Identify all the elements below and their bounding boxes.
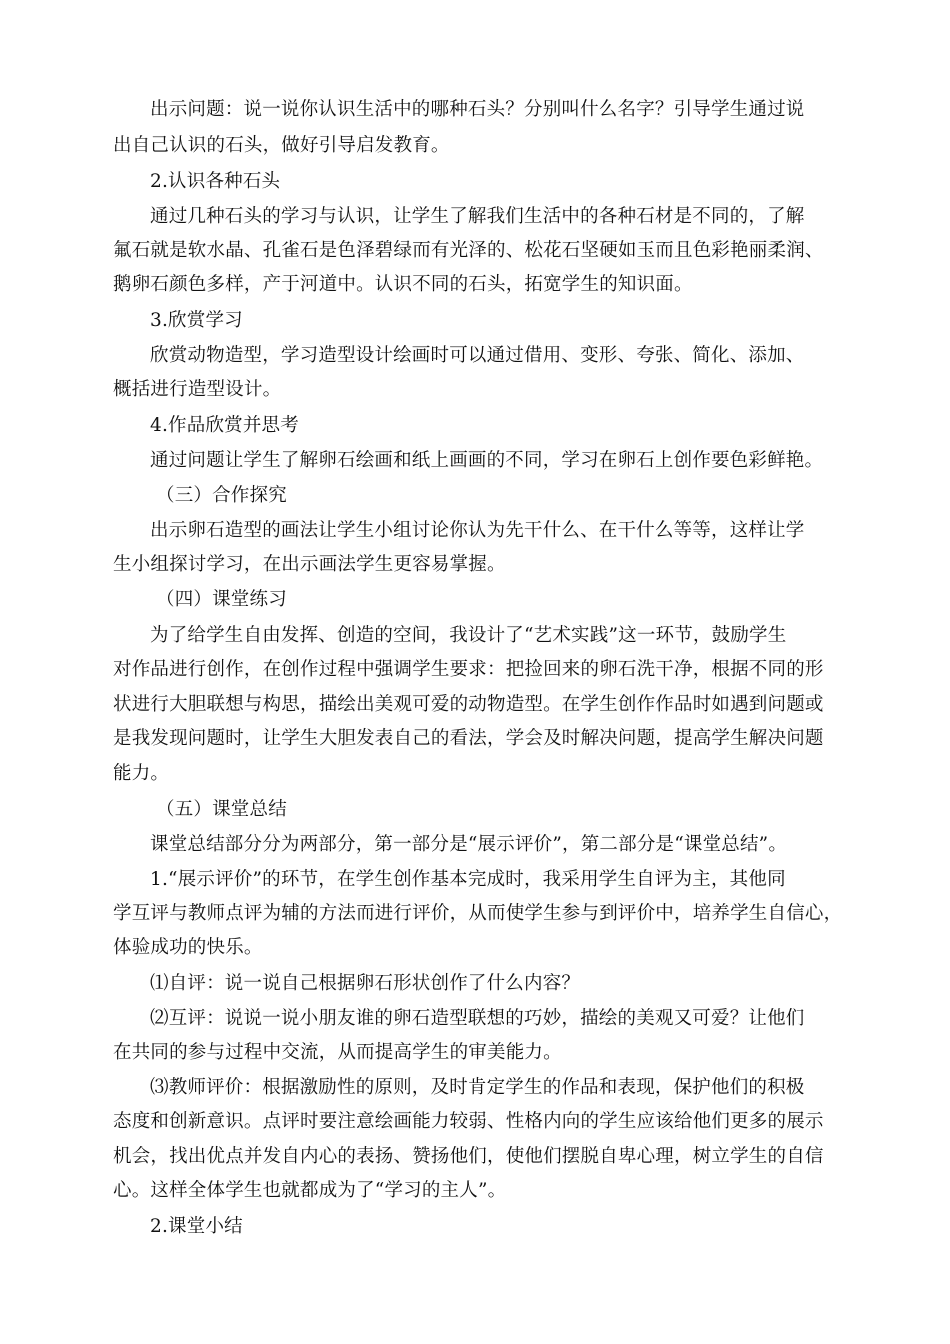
- paragraph-line: ⑴自评：说一说自己根据卵石形状创作了什么内容？: [150, 973, 581, 994]
- paragraph-line: ⑵互评：说说一说小朋友谁的卵石造型联想的巧妙，描绘的美观又可爱？让他们: [150, 1008, 805, 1029]
- paragraph-line: 状进行大胆联想与构思，描绘出美观可爱的动物造型。在学生创作作品时如遇到问题或: [113, 694, 824, 715]
- paragraph-line: 对作品进行创作，在创作过程中强调学生要求：把捡回来的卵石洗干净，根据不同的形: [113, 659, 824, 680]
- paragraph-line: ⑶教师评价：根据激励性的原则，及时肯定学生的作品和表现，保护他们的积极: [150, 1077, 805, 1098]
- paragraph-line: 通过问题让学生了解卵石绘画和纸上画画的不同，学习在卵石上创作要色彩鲜艳。: [150, 450, 824, 471]
- section-heading: 2.认识各种石头: [150, 171, 281, 192]
- section-heading: （三）合作探究: [156, 485, 287, 506]
- section-heading: 3.欣赏学习: [150, 310, 243, 331]
- paragraph-line: 出自己认识的石头，做好引导启发教育。: [113, 135, 450, 156]
- section-heading: （五）课堂总结: [156, 799, 287, 820]
- paragraph-line: 学互评与教师点评为辅的方法而进行评价，从而使学生参与到评价中，培养学生自信心，: [113, 903, 843, 924]
- section-heading: 4.作品欣赏并思考: [150, 415, 299, 436]
- paragraph-line: 通过几种石头的学习与认识，让学生了解我们生活中的各种石材是不同的，了解: [150, 206, 805, 227]
- paragraph-line: 心。这样全体学生也就都成为了“学习的主人”。: [113, 1180, 507, 1201]
- paragraph-line: 1.“展示评价”的环节，在学生创作基本完成时，我采用学生自评为主，其他同: [150, 869, 786, 890]
- paragraph-line: 机会，找出优点并发自内心的表扬、赞扬他们，使他们摆脱自卑心理，树立学生的自信: [113, 1146, 824, 1167]
- paragraph-line: 为了给学生自由发挥、创造的空间，我设计了“艺术实践”这一环节，鼓励学生: [150, 625, 787, 646]
- paragraph-line: 在共同的参与过程中交流，从而提高学生的审美能力。: [113, 1042, 562, 1063]
- paragraph-line: 出示卵石造型的画法让学生小组讨论你认为先干什么、在干什么等等，这样让学: [150, 520, 805, 541]
- paragraph-line: 能力。: [113, 763, 170, 784]
- paragraph-line: 欣赏动物造型，学习造型设计绘画时可以通过借用、变形、夸张、简化、添加、: [150, 345, 805, 366]
- paragraph-line: 鹅卵石颜色多样，产于河道中。认识不同的石头，拓宽学生的知识面。: [113, 274, 693, 295]
- paragraph-line: 生小组探讨学习，在出示画法学生更容易掌握。: [113, 554, 506, 575]
- paragraph-line: 是我发现问题时，让学生大胆发表自己的看法，学会及时解决问题，提高学生解决问题: [113, 728, 824, 749]
- paragraph-line: 出示问题：说一说你认识生活中的哪种石头？分别叫什么名字？引导学生通过说: [150, 99, 805, 120]
- paragraph-line: 氟石就是软水晶、孔雀石是色泽碧绿而有光泽的、松花石坚硬如玉而且色彩艳丽柔润、: [113, 240, 824, 261]
- paragraph-line: 课堂总结部分分为两部分，第一部分是“展示评价”，第二部分是“课堂总结”。: [150, 834, 788, 855]
- section-heading: （四）课堂练习: [156, 589, 287, 610]
- paragraph-line: 体验成功的快乐。: [113, 937, 263, 958]
- section-heading: 2.课堂小结: [150, 1216, 243, 1237]
- paragraph-line: 态度和创新意识。点评时要注意绘画能力较弱、性格内向的学生应该给他们更多的展示: [113, 1111, 824, 1132]
- paragraph-line: 概括进行造型设计。: [113, 379, 282, 400]
